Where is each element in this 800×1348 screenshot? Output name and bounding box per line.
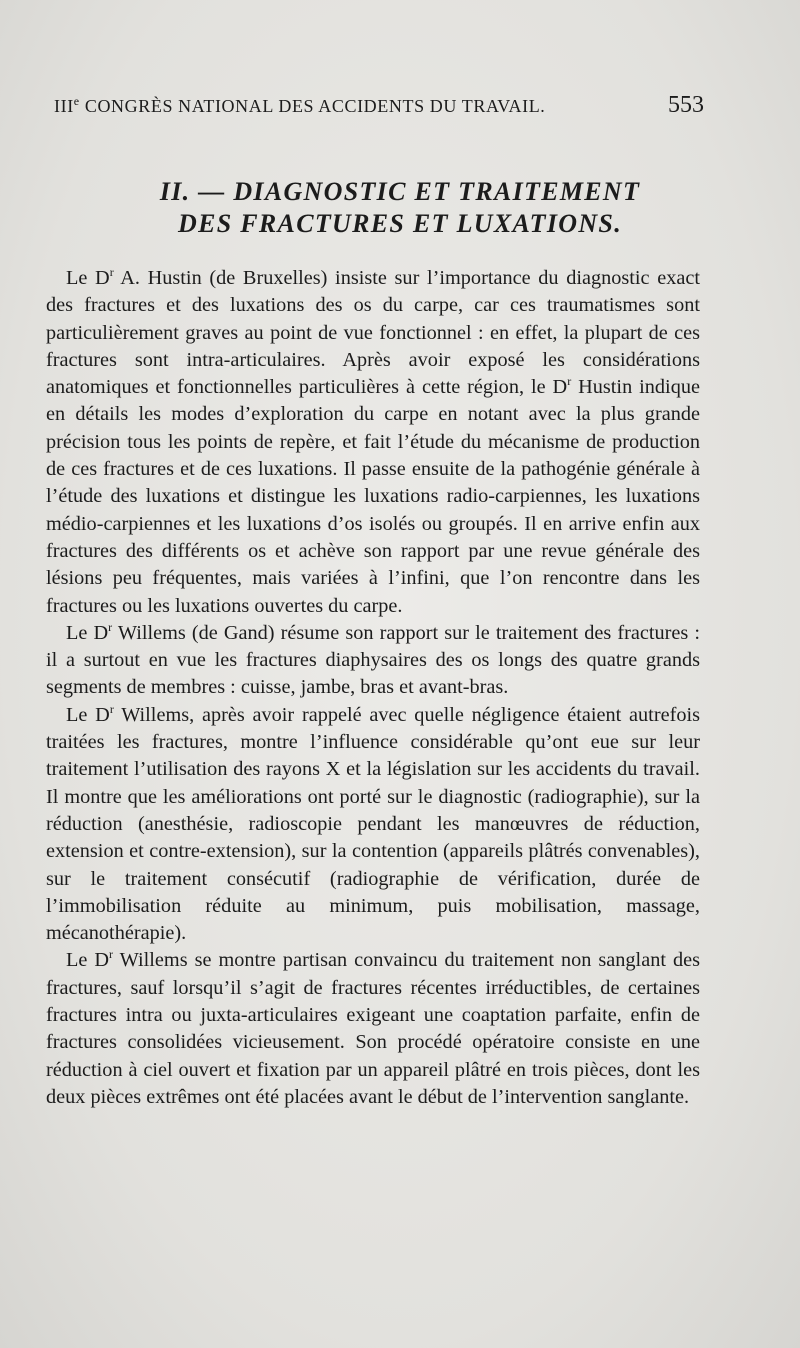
section-heading	[60, 176, 740, 240]
page-number: 553	[668, 92, 704, 118]
paragraph-lead: Le D	[66, 267, 110, 289]
section-heading-line-1: II. — DIAGNOSTIC ET TRAITEMENT	[159, 177, 641, 206]
doctor-abbrev-superscript: r	[108, 620, 113, 635]
paragraph-text-continued: Hustin indique en détails les modes d’exploration du carpe en notant avec la plus grande précision tous les points de repère, et fait l’étude du mécanisme de production de ces fractures et de ces luxations. Il passe ensuite de la pathogénie générale à l’étude des luxations et distingue les luxations radio-carpiennes, les luxations médio-carpiennes et les luxations d’os isolés ou groupés. Il en arrive enfin aux fractures des différents os et achève son rapport par une revue générale des lésions peu fréquentes, mais variées à l’infini, que l’on rencontre dans les fractures ou les luxations ouvertes du carpe.	[46, 376, 700, 617]
doctor-abbrev-superscript: r	[109, 265, 114, 280]
running-header	[54, 92, 704, 124]
paragraph-lead: Le D	[66, 621, 109, 644]
section-heading-line-2: DES FRACTURES ET LUXATIONS.	[178, 209, 622, 238]
paragraph-willems-improvements	[46, 702, 700, 948]
paragraph-text: Willems (de Gand) résume son rapport sur le traitement des fractures : il a surtout en vue les fractures diaphysaires des os longs des quatre grands segments de membres : cuisse, jambe, bras et avant-bras.	[46, 621, 700, 699]
doctor-abbrev-superscript: r	[109, 701, 114, 716]
paragraph-text: A. Hustin (de Bruxelles) insiste sur l’importance du diagnostic exact des fractures et des luxations des os du carpe, car ces traumatismes sont particulièrement graves au point de vue fonctionnel : en effet, la plupart de ces fractures sont intra-articulaires. Après avoir exposé les considérations anatomiques et fonctionnelles particulières à cette région, le D	[46, 267, 700, 399]
paragraph-lead: Le D	[66, 703, 110, 726]
header-roman-numeral: III	[54, 96, 74, 116]
doctor-abbrev-superscript: r	[109, 947, 114, 962]
paragraph-willems-summary	[46, 620, 700, 702]
header-ordinal-suffix: e	[73, 94, 80, 108]
paragraph-willems-treatment	[46, 947, 700, 1111]
header-title-text: CONGRÈS NATIONAL DES ACCIDENTS DU TRAVAIL.	[79, 96, 546, 116]
paragraph-lead: Le D	[66, 949, 110, 972]
running-header-title	[54, 96, 545, 116]
body-text	[46, 265, 700, 1111]
paragraph-hustin	[46, 265, 700, 620]
doctor-abbrev-superscript: r	[567, 374, 572, 389]
paragraph-text: Willems se montre partisan convaincu du traitement non sanglant des fractures, sauf lorsqu’il s’agit de fractures récentes irréductibles, de certaines fractures intra ou juxta-articulaires exigeant une coaptation parfaite, enfin de fractures consolidées vicieusement. Son procédé opératoire consiste en une réduction à ciel ouvert et fixation par un appareil plâtré en trois pièces, dont les deux pièces extrêmes ont été placées avant le début de l’intervention sanglante.	[46, 949, 701, 1108]
paragraph-text: Willems, après avoir rappelé avec quelle négligence étaient autrefois traitées les fractures, montre l’influence considérable qu’ont eue sur leur traitement l’utilisation des rayons X et la législation sur les accidents du travail. Il montre que les améliorations ont porté sur le diagnostic (radiographie), sur la réduction (anesthésie, radioscopie pendant les manœuvres de réduction, extension et contre-extension), sur la contention (appareils plâtrés convenables), sur le traitement consécutif (radiographie de vérification, durée de l’immobilisation réduite au minimum, puis mobilisation, massage, mécanothérapie).	[46, 703, 700, 945]
